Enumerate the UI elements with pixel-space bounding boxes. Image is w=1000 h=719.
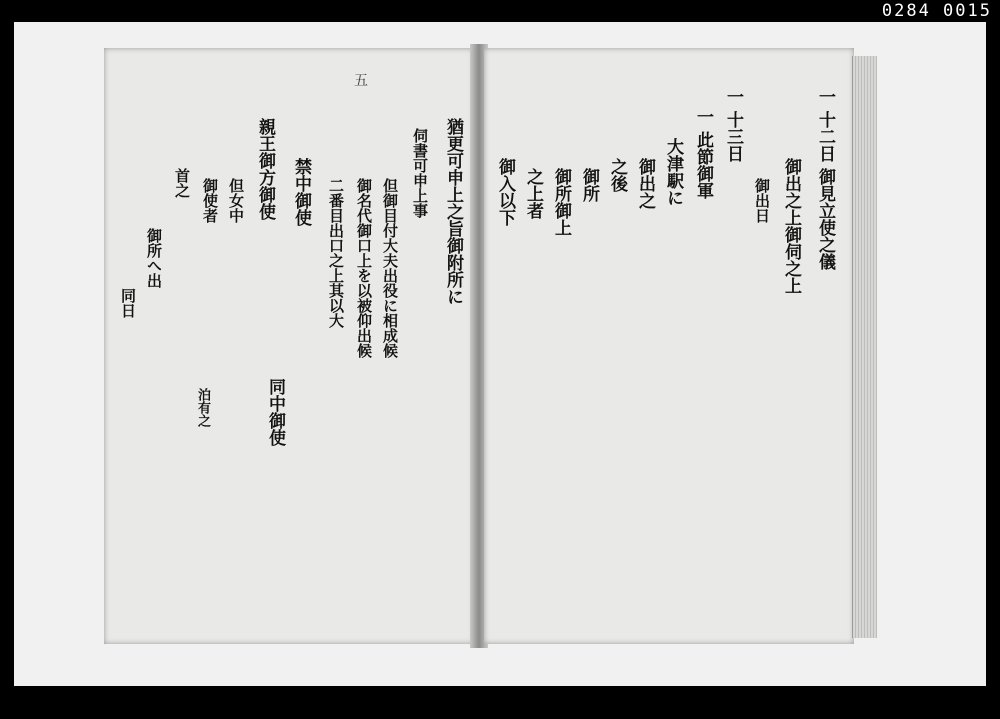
left-col-7: 親王御方御使 [255,118,275,220]
left-col-11: 御所へ出 [145,228,163,288]
right-col-5: 一 此節御軍 [693,108,713,199]
right-col-8: 之後 [607,158,627,192]
open-book [92,38,882,652]
left-col-4: 御名代御口上を以被仰出候 [355,178,373,358]
right-col-2: 御出之上御伺之上 [781,158,801,294]
left-col-8: 但女中 [227,178,245,223]
left-page [104,48,474,644]
page-edges [852,56,877,638]
left-col-10: 首之 [173,168,191,198]
right-col-7: 御出之 [635,158,655,209]
left-col-3: 但御目付大夫出役に相成候 [381,178,399,358]
right-col-11: 之上者 [523,168,543,219]
microfilm-frame-id: 0284 0015 [881,1,992,21]
left-col-9: 御使者 [201,178,219,223]
right-col-4: 一 十三日 [723,88,743,162]
left-col-6: 禁中御使 [291,158,311,226]
left-col-13: 泊有之 [195,388,210,427]
left-col-14: 同中御使 [265,378,285,446]
right-page [484,48,854,644]
left-col-2: 伺書可申上事 [411,128,429,218]
right-col-9: 御所 [579,168,599,202]
right-col-3: 御出日 [753,178,771,223]
left-col-12: 同日 [119,288,137,318]
left-col-5: 二番目出口之上其以大 [327,178,345,328]
right-col-10: 御所御上 [551,168,571,236]
left-col-1: 猶更可申上之旨御附所に [443,118,463,305]
right-col-1: 一 十二日 御見立使之儀 [815,88,835,270]
right-col-12: 御入以下 [495,158,515,226]
left-page-header-mark: 五 [354,73,368,89]
right-col-6: 大津駅に [663,138,683,206]
